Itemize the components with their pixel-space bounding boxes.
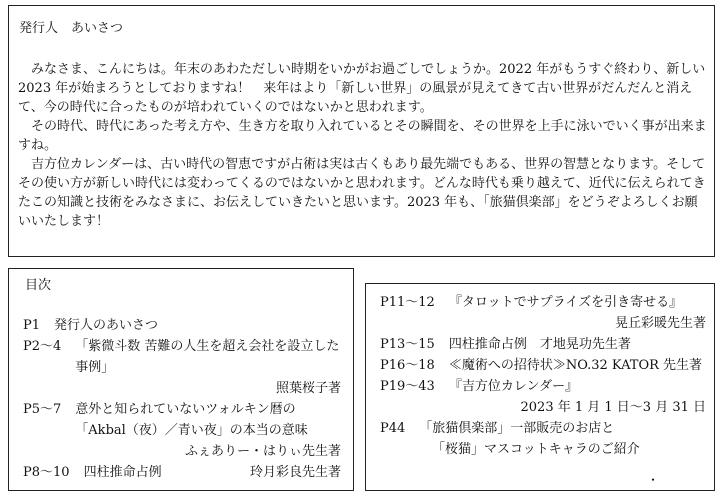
toc-entry-author: 玲月彩良先生著 xyxy=(249,465,341,480)
toc-page-number: P2～4 xyxy=(23,339,62,354)
toc-entry xyxy=(23,336,341,399)
toc-page-number: P11～12 xyxy=(380,295,435,310)
toc-title: 目次 xyxy=(25,278,52,293)
toc-page-number: P5～7 xyxy=(23,402,62,417)
toc-entry-title: 四柱推命占例 才地晃功先生著 xyxy=(448,337,631,352)
toc-entry-title: 発行人のあいさつ xyxy=(54,318,159,333)
toc-entry-date-range: 2023 年 1 月 1 日～3 月 31 日 xyxy=(520,400,706,415)
toc-entry xyxy=(380,334,706,355)
greeting-paragraph-2: その時代、時代にあった考え方や、生き方を取り入れているとその瞬間を、その世界を上手に泳いでいく事が出来ますね。 xyxy=(18,119,707,153)
toc-entry-title: 四柱推命占例 xyxy=(83,465,162,480)
toc-entry-author: ふぇありー・はりぃ先生著 xyxy=(184,444,341,459)
toc-left-box xyxy=(8,268,354,491)
toc-entry xyxy=(23,315,341,336)
toc-entry-title: ≪魔術への招待状≫NO.32 KATOR 先生著 xyxy=(448,358,703,373)
toc-entry-title: 「旅猫倶楽部」一部販売のお店と xyxy=(419,421,615,436)
toc-entry xyxy=(380,292,706,334)
greeting-body xyxy=(18,60,708,231)
toc-entry-title-continuation: 「桜猫」マスコットキャラのご紹介 xyxy=(432,442,640,457)
toc-page-number: P44 xyxy=(380,421,406,436)
greeting-paragraph-1: みなさま、こんにちは。年末のあわただしい時期をいかがお過ごしでしょうか。2022 年がもうすぐ終わり、新しい 2023 年が始まろうとしておりますね！ 来年はより「新しい世界」の風景が見えてきて古い世界がだんだんと消えて、今の時代に合ったものが培われていくのではないかと思われます。 xyxy=(18,62,706,115)
toc-entry-author: 照葉桜子著 xyxy=(275,381,341,396)
toc-entry-title: 意外と知られていないツォルキン暦の「Akbal（夜）／青い夜」の本当の意味 xyxy=(75,402,308,438)
toc-entry xyxy=(23,399,341,462)
toc-page-number: P8～10 xyxy=(23,465,70,480)
toc-right-list xyxy=(380,292,706,460)
toc-entry-author: 晃丘彩暖先生著 xyxy=(614,316,706,331)
toc-entry xyxy=(380,418,706,460)
toc-entry xyxy=(23,462,341,483)
greeting-paragraph-3: 吉方位カレンダーは、古い時代の智恵ですが占術は実は古くもあり最先端でもある、世界の智慧となります。そしてその使い方が新しい時代には変わってくるのではないかと思われます。どんな時代も乗り越えて、近代に伝えられてきたこの知識と技術をみなさまに、お伝えしていきたいと思います。2023 年も、「旅猫倶楽部」をどうぞよろしくお願いいたします！ xyxy=(18,157,706,229)
toc-entry-title: 『タロットでサプライズを引き寄せる』 xyxy=(448,295,683,310)
toc-entry-title: 「紫微斗数 苦難の人生を超え会社を設立した事例」 xyxy=(75,339,340,375)
toc-page-number: P1 xyxy=(23,318,41,333)
toc-left-list xyxy=(23,315,341,483)
toc-entry xyxy=(380,355,706,376)
greeting-heading: 発行人 あいさつ xyxy=(19,21,124,36)
toc-page-number: P19～43 xyxy=(380,379,435,394)
toc-right-box xyxy=(365,283,715,491)
toc-page-number: P13～15 xyxy=(380,337,435,352)
stray-mark: ･ xyxy=(649,473,656,487)
greeting-box xyxy=(8,5,715,257)
toc-entry-title: 『吉方位カレンダー』 xyxy=(448,379,578,394)
toc-entry xyxy=(380,376,706,418)
toc-page-number: P16～18 xyxy=(380,358,435,373)
